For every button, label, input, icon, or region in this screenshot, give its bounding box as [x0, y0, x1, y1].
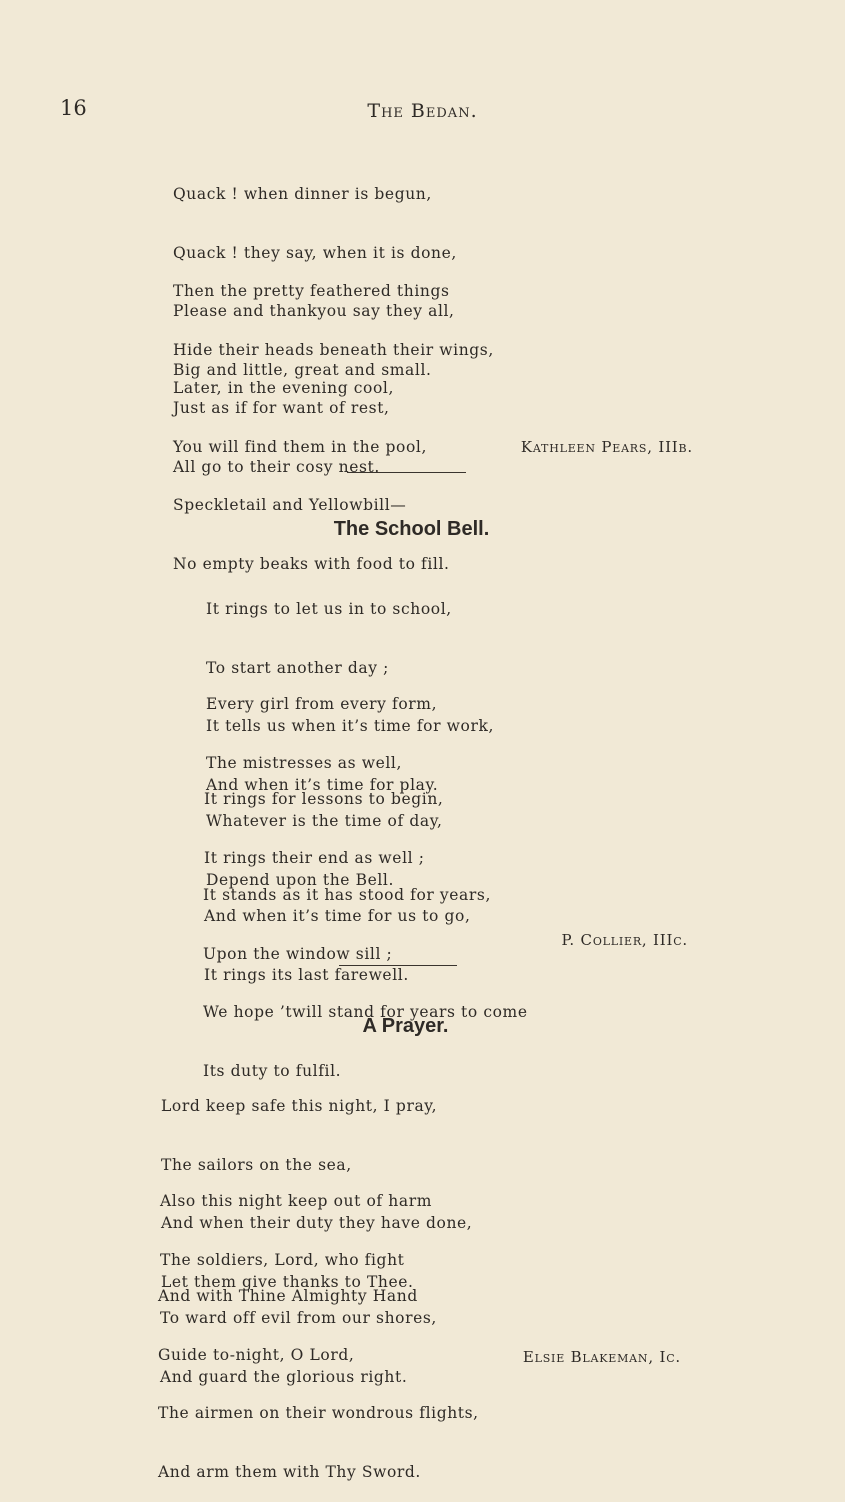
verse-line: And guard the glorious right. [160, 1367, 408, 1386]
verse-line: It stands as it has stood for years, [203, 886, 491, 904]
verse-line: Big and little, great and small. [173, 360, 432, 379]
verse-line: You will find them in the pool, [173, 437, 427, 456]
running-title: The Bedan. [367, 100, 478, 122]
page-number: 16 [60, 96, 87, 120]
verse-line: Please and thankyou say they all, [173, 302, 455, 320]
verse-line: Hide their heads beneath their wings, [173, 340, 494, 359]
poem-1-stanza-3 [173, 340, 450, 594]
verse-line: Later, in the evening cool, [173, 379, 394, 397]
verse-line: Every girl from every form, [206, 695, 438, 713]
section-divider [339, 965, 457, 966]
verse-line: No empty beaks with food to fill. [173, 554, 450, 573]
verse-line: And arm them with Thy Sword. [158, 1462, 421, 1481]
verse-line: It rings for lessons to begin, [204, 790, 444, 808]
verse-line: The airmen on their wondrous flights, [158, 1404, 479, 1422]
verse-line: Quack ! when dinner is begun, [173, 185, 432, 203]
poem-2-title: The School Bell. [333, 518, 490, 540]
verse-line: All go to their cosy nest. [173, 457, 380, 476]
section-divider [347, 472, 466, 473]
verse-line: Just as if for want of rest, [173, 399, 390, 417]
verse-line: Let them give thanks to Thee. [161, 1272, 414, 1291]
verse-line: Upon the window sill ; [203, 944, 393, 963]
verse-line: It rings its last farewell. [204, 965, 409, 984]
verse-line: And when it’s time for play. [206, 775, 439, 794]
verse-line: Its duty to fulfil. [203, 1061, 342, 1080]
verse-line: It rings their end as well ; [204, 848, 425, 867]
verse-line: Guide to-night, O Lord, [158, 1345, 355, 1364]
verse-line: To start another day ; [206, 658, 389, 677]
verse-line: Then the pretty feathered things [173, 282, 450, 300]
poem-1-author: Kathleen Pears, IIIb. [520, 438, 693, 456]
poem-2-author: P. Collier, IIIc. [561, 931, 688, 949]
verse-line: And with Thine Almighty Hand [158, 1287, 418, 1305]
verse-line: And when it’s time for us to go, [204, 907, 471, 925]
poem-3-stanza-3 [158, 1248, 479, 1502]
verse-line: Lord keep safe this night, I pray, [161, 1097, 438, 1115]
verse-line: The mistresses as well, [206, 753, 403, 772]
verse-line: Quack ! they say, when it is done, [173, 243, 457, 262]
verse-line: Speckletail and Yellowbill— [173, 496, 407, 514]
verse-line: It tells us when it’s time for work, [206, 717, 494, 735]
verse-line: The sailors on the sea, [161, 1155, 352, 1174]
verse-line: Also this night keep out of harm [160, 1192, 432, 1210]
verse-line: Whatever is the time of day, [206, 812, 443, 830]
verse-line: Depend upon the Bell. [206, 870, 394, 889]
verse-line: And when their duty they have done, [161, 1214, 473, 1232]
poem-3-author: Elsie Blakeman, Ic. [522, 1348, 681, 1366]
verse-line: To ward off evil from our shores, [160, 1309, 437, 1327]
verse-line: It rings to let us in to school, [206, 600, 452, 618]
verse-line: We hope ’twill stand for years to come [203, 1003, 528, 1021]
poem-3-title: A Prayer. [362, 1015, 449, 1037]
verse-line: The soldiers, Lord, who fight [160, 1250, 405, 1269]
